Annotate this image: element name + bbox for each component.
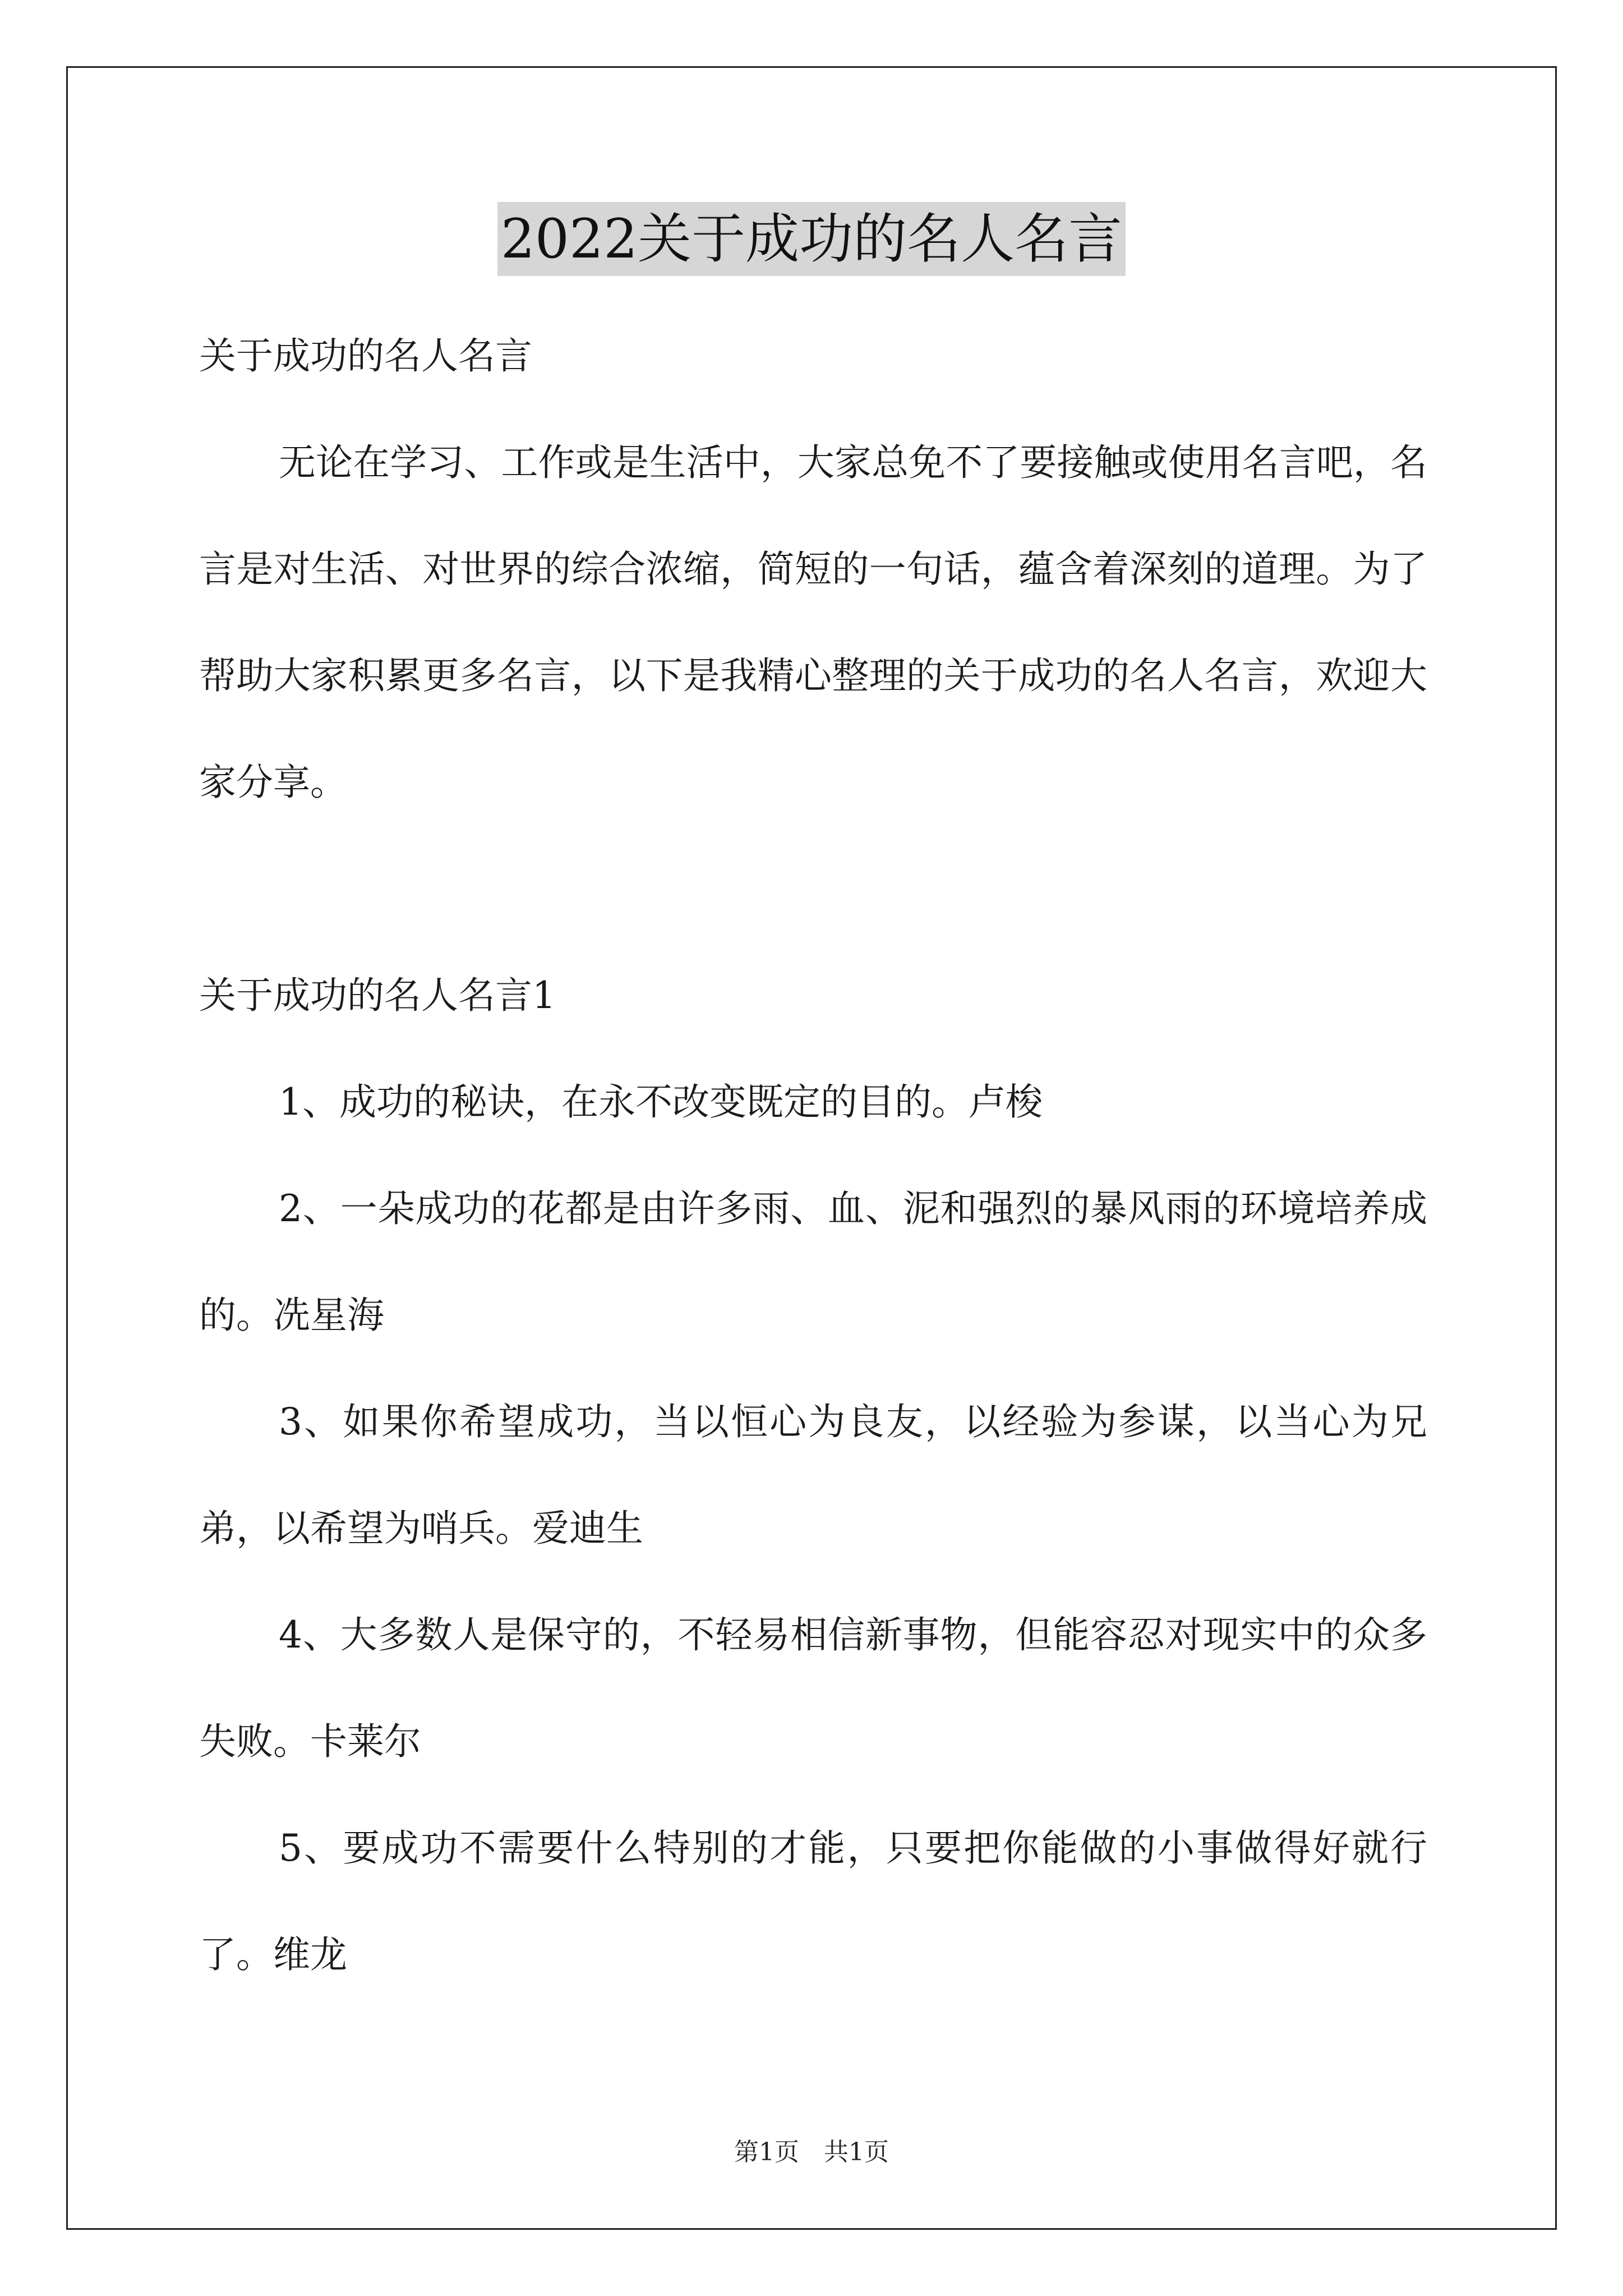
quote-item: 1、成功的秘诀，在永不改变既定的目的。卢梭 — [279, 1080, 1043, 1124]
page-count: 共1页 — [824, 2138, 889, 2166]
title-container — [0, 202, 1623, 276]
quote-item: 5、要成功不需要什么特别的才能，只要把你能做的小事做得好就行了。维龙 — [199, 1826, 1427, 1976]
document-title: 2022关于成功的名人名言 — [497, 202, 1126, 276]
section-heading: 关于成功的名人名言1 — [199, 974, 556, 1017]
blank-line — [199, 836, 1427, 942]
document-body — [199, 303, 1427, 2008]
heading-paragraph: 关于成功的名人名言 — [199, 334, 532, 378]
quote-item: 2、一朵成功的花都是由许多雨、血、泥和强烈的暴风雨的环境培养成的。冼星海 — [199, 1187, 1427, 1337]
page-footer — [0, 2132, 1623, 2168]
intro-paragraph: 无论在学习、工作或是生活中，大家总免不了要接触或使用名言吧，名言是对生活、对世界的综合浓缩，简短的一句话，蕴含着深刻的道理。为了帮助大家积累更多名言，以下是我精心整理的关于成功的名人名言，欢迎大家分享。 — [199, 441, 1427, 804]
quote-item: 3、如果你希望成功，当以恒心为良友，以经验为参谋，以当心为兄弟，以希望为哨兵。爱迪生 — [199, 1400, 1427, 1550]
quote-item: 4、大多数人是保守的，不轻易相信新事物，但能容忍对现实中的众多失败。卡莱尔 — [199, 1613, 1427, 1763]
page-number: 第1页 — [734, 2138, 799, 2166]
